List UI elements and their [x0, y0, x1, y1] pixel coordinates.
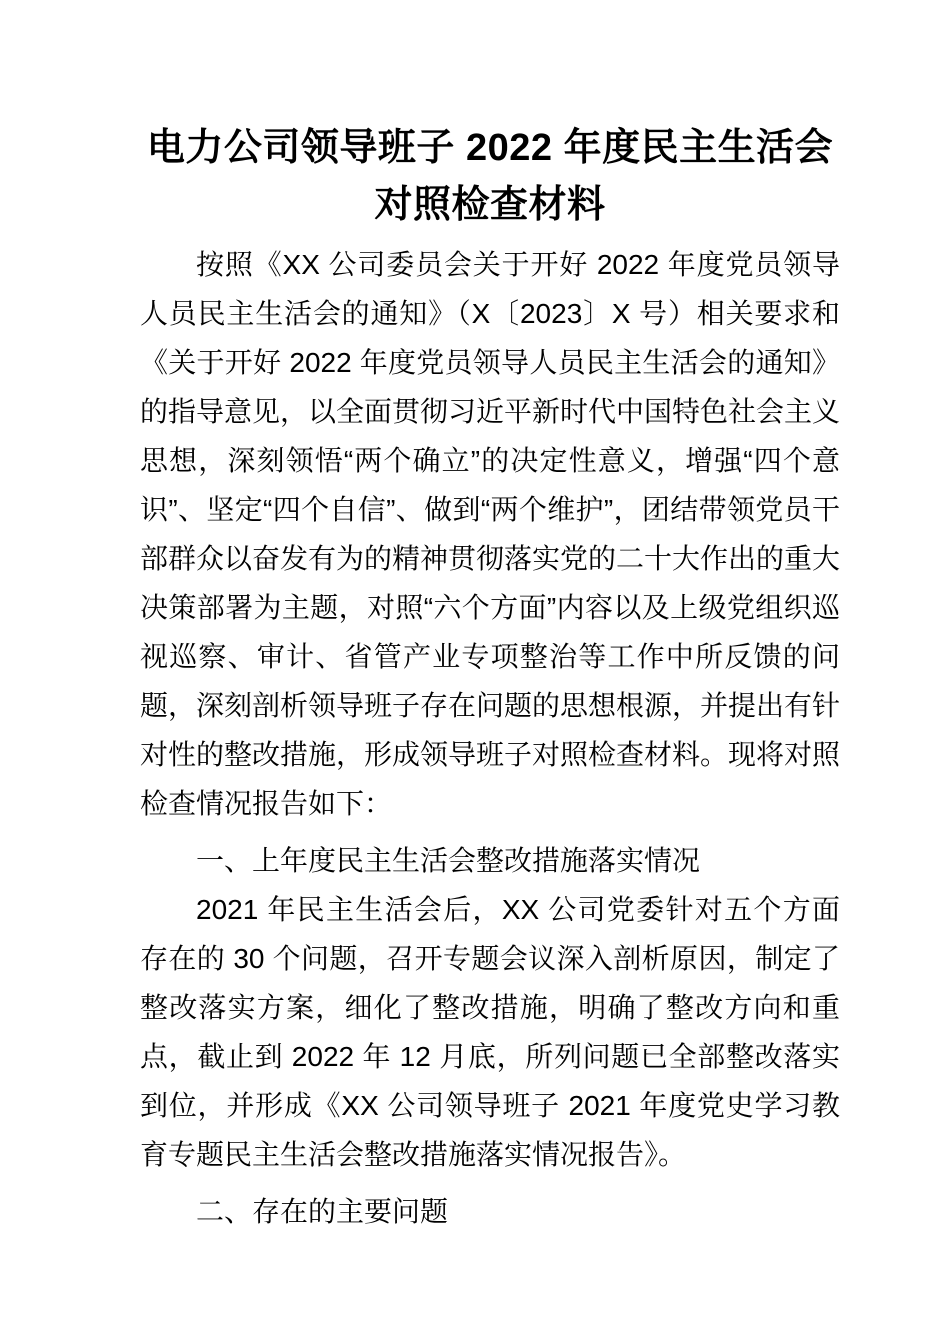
paragraph-intro: 按照《XX 公司委员会关于开好 2022 年度党员领导人员民主生活会的通知》（X〔2023〕X 号）相关要求和《关于开好 2022 年度党员领导人员民主生活会的通知》的指导意见，以全面贯彻习近平新时代中国特色社会主义思想，深刻领悟“两个确立”的决定性意义，增强“四个意识”、坚定“四个自信”、做到“两个维护”，团结带领党员干部群众以奋发有为的精神贯彻落实党的二十大作出的重大决策部署为主题，对照“六个方面”内容以及上级党组织巡视巡察、审计、省管产业专项整治等工作中所反馈的问题，深刻剖析领导班子存在问题的思想根源，并提出有针对性的整改措施，形成领导班子对照检查材料。现将对照检查情况报告如下：: [140, 249, 841, 819]
section-heading-2: 二、存在的主要问题: [196, 1196, 449, 1227]
paragraph-section-1-body: 2021 年民主生活会后，XX 公司党委针对五个方面存在的 30 个问题，召开专题会议深入剖析原因，制定了整改落实方案，细化了整改措施，明确了整改方向和重点，截止到 2022 年 12 月底，所列问题已全部整改落实到位，并形成《XX 公司领导班子 2021 年度党史学习教育专题民主生活会整改措施落实情况报告》。: [140, 894, 840, 1170]
document-title-line-2: 对照检查材料: [374, 184, 606, 226]
section-heading-1: 一、上年度民主生活会整改措施落实情况: [196, 845, 701, 876]
document-title-line-1: 电力公司领导班子 2022 年度民主生活会: [146, 127, 834, 169]
document-title: [140, 120, 840, 234]
